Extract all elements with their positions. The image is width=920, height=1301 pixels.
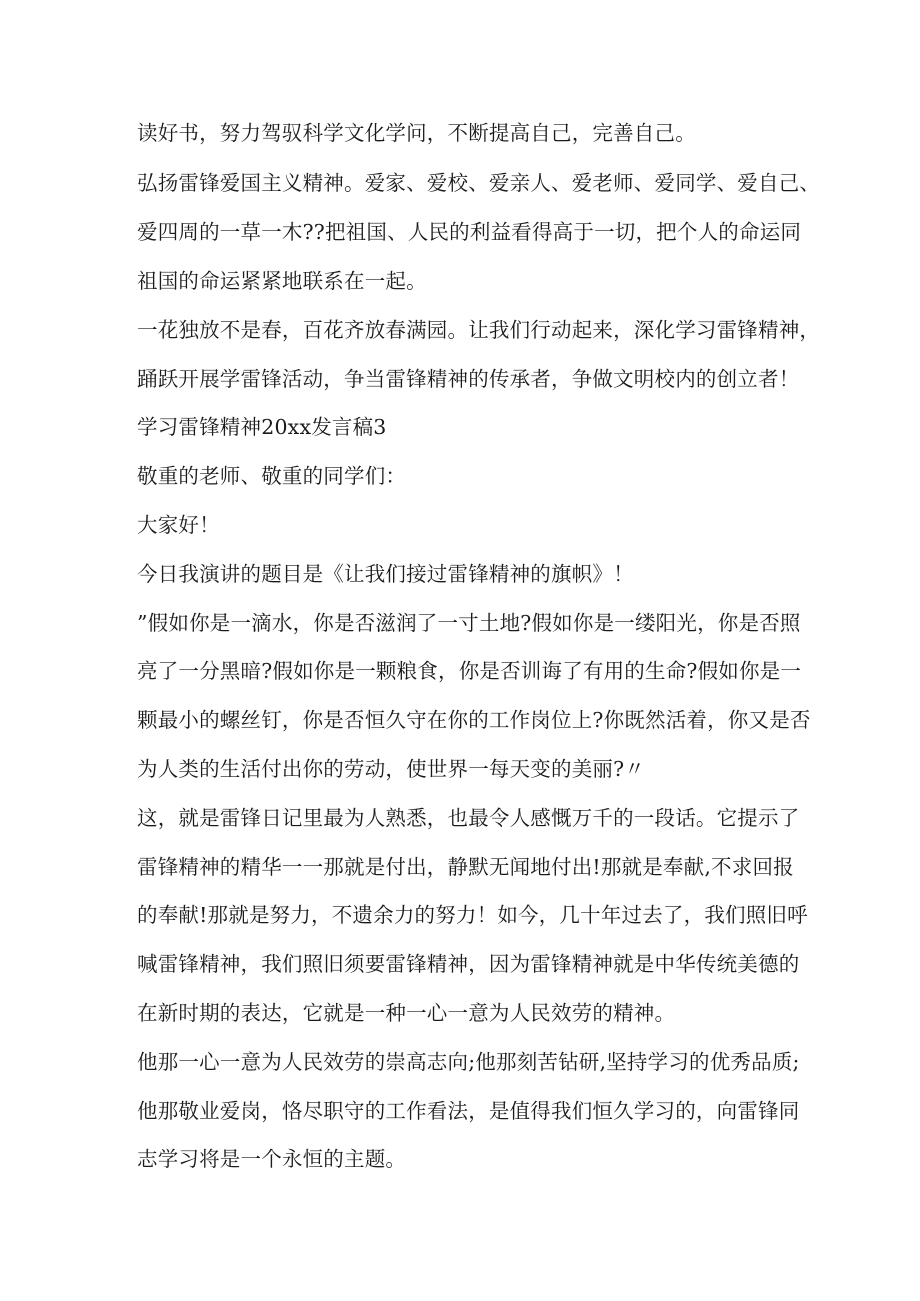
section-heading: 学习雷锋精神20xx发言稿3 — [137, 415, 387, 439]
text-line: 这，就是雷锋日记里最为人熟悉，也最令人感慨万千的一段话。它提示了 — [137, 806, 800, 830]
text-line: 在新时期的表达，它就是一种一心一意为人民效劳的精神。 — [137, 1001, 676, 1025]
text-line: 他那一心一意为人民效劳的崇高志向;他那刻苦钻研,坚持学习的优秀品质; — [137, 1050, 800, 1074]
text-line: 祖国的命运紧紧地联系在一起。 — [137, 269, 427, 293]
text-line: 读好书，努力驾驭科学文化学问，不断提高自己，完善自己。 — [137, 121, 696, 145]
text-line: 雷锋精神的精华一一那就是付出，静默无闻地付出!那就是奉献,不求回报 — [137, 855, 794, 879]
text-line: 今日我演讲的题目是《让我们接过雷锋精神的旗帜》！ — [137, 562, 634, 586]
text-line: 爱四周的一草一木??把祖国、人民的利益看得高于一切，把个人的命运同 — [137, 220, 802, 244]
text-line: 的奉献!那就是努力，不遗余力的努力！如今，几十年过去了，我们照旧呼 — [137, 903, 808, 927]
text-line: 志学习将是一个永恒的主题。 — [137, 1147, 407, 1171]
text-line: 一花独放不是春，百花齐放春满园。让我们行动起来，深化学习雷锋精神， — [137, 318, 821, 342]
text-line: 亮了一分黑暗?假如你是一颗粮食，你是否训诲了有用的生命?假如你是一 — [137, 659, 802, 683]
greeting: 大家好！ — [137, 513, 220, 537]
salutation: 敬重的老师、敬重的同学们： — [137, 464, 407, 488]
text-line: 他那敬业爱岗，恪尽职守的工作看法，是值得我们恒久学习的，向雷锋同 — [137, 1099, 800, 1123]
text-line: 踊跃开展学雷锋活动，争当雷锋精神的传承者，争做文明校内的创立者！ — [137, 367, 800, 391]
text-line: 弘扬雷锋爱国主义精神。爱家、爱校、爱亲人、爱老师、爱同学、爱自己、 — [137, 171, 821, 195]
text-line: ”假如你是一滴水，你是否滋润了一寸土地?假如你是一缕阳光，你是否照 — [137, 611, 801, 635]
text-line: 为人类的生活付出你的劳动，使世界一每天变的美丽?〃 — [137, 757, 645, 781]
text-line: 颗最小的螺丝钉，你是否恒久守在你的工作岗位上?你既然活着，你又是否 — [137, 708, 811, 732]
text-line: 喊雷锋精神，我们照旧须要雷锋精神，因为雷锋精神就是中华传统美德的 — [137, 952, 800, 976]
